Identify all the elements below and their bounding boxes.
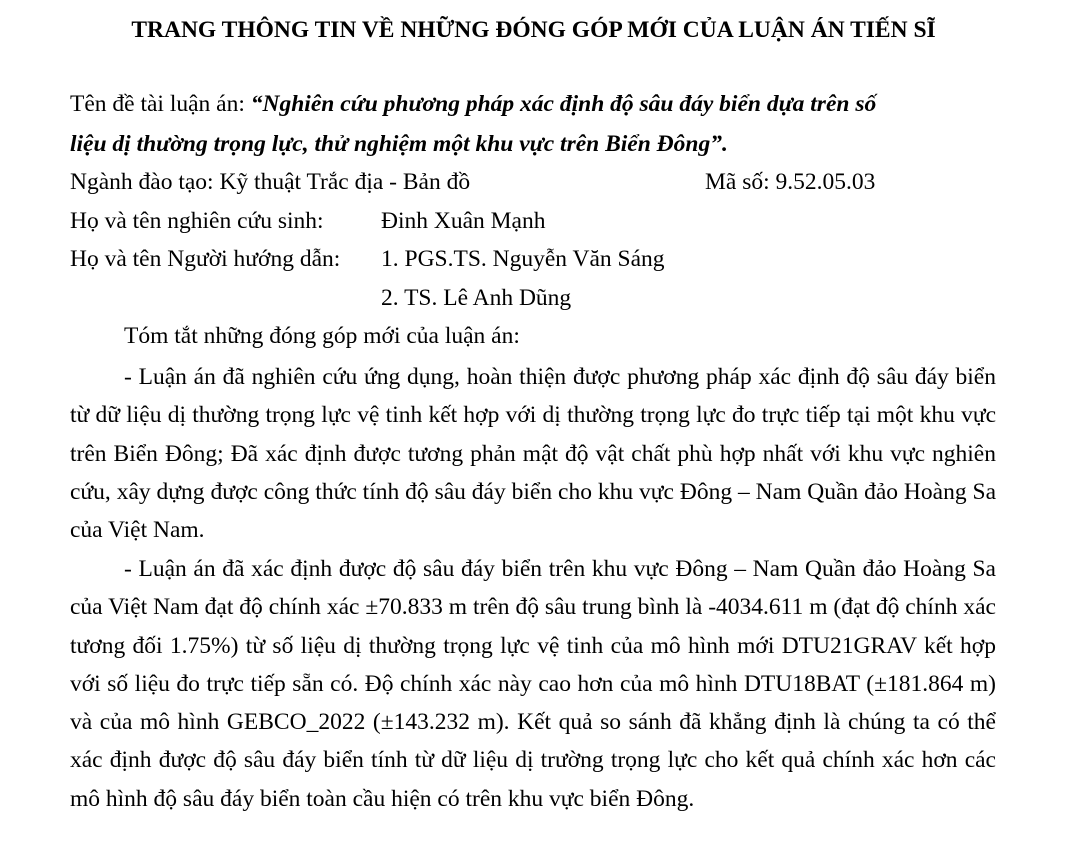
advisors-label: Họ và tên Người hướng dẫn: — [70, 246, 341, 272]
advisor-second: 2. TS. Lê Anh Dũng — [381, 285, 572, 311]
thesis-title-line-2: liệu dị thường trọng lực, thử nghiệm một khu vực trên Biển Đông”. — [70, 131, 728, 157]
thesis-title-text-1: “Nghiên cứu phương pháp xác định độ sâu đáy biển dựa trên số — [250, 91, 877, 117]
student-label: Họ và tên nghiên cứu sinh: — [70, 208, 324, 234]
contribution-paragraph-2: - Luận án đã xác định được độ sâu đáy biển trên khu vực Đông – Nam Quần đảo Hoàng Sa của Việt Nam đạt độ chính xác ±70.833 m trên độ sâu trung bình là -4034.611 m (đạt độ chính xác tương đối 1.75%) từ số liệu dị thường trọng lực vệ tinh của mô hình mới DTU21GRAV kết hợp với số liệu đo trực tiếp sẵn có. Độ chính xác này cao hơn của mô hình DTU18BAT (±181.864 m) và của mô hình GEBCO_2022 (±143.232 m). Kết quả so sánh đã khẳng định là chúng ta có thể xác định được độ sâu đáy biển tính từ dữ liệu dị trường trọng lực cho kết quả chính xác hơn các mô hình độ sâu đáy biển toàn cầu hiện có trên khu vực biển Đông. — [70, 556, 996, 812]
contribution-paragraph-1: - Luận án đã nghiên cứu ứng dụng, hoàn thiện được phương pháp xác định độ sâu đáy biển từ dữ liệu dị thường trọng lực vệ tinh kết hợp với dị thường trọng lực đo trực tiếp tại một khu vực trên Biển Đông; Đã xác định được tương phản mật độ vật chất phù hợp nhất với khu vực nghiên cứu, xây dựng được công thức tính độ sâu đáy biển cho khu vực Đông – Nam Quần đảo Hoàng Sa của Việt Nam. — [70, 364, 996, 544]
thesis-title-line-1 — [70, 88, 876, 120]
advisor-first: 1. PGS.TS. Nguyễn Văn Sáng — [381, 246, 665, 272]
major-label: Ngành đào tạo: Kỹ thuật Trắc địa - Bản đồ — [70, 169, 471, 195]
summary-heading: Tóm tắt những đóng góp mới của luận án: — [124, 323, 520, 349]
major-code: Mã số: 9.52.05.03 — [705, 169, 876, 195]
thesis-title-label: Tên đề tài luận án: — [70, 91, 251, 117]
student-name: Đinh Xuân Mạnh — [381, 208, 546, 234]
page-title: TRANG THÔNG TIN VỀ NHỮNG ĐÓNG GÓP MỚI CỦA LUẬN ÁN TIẾN SĨ — [131, 17, 936, 43]
